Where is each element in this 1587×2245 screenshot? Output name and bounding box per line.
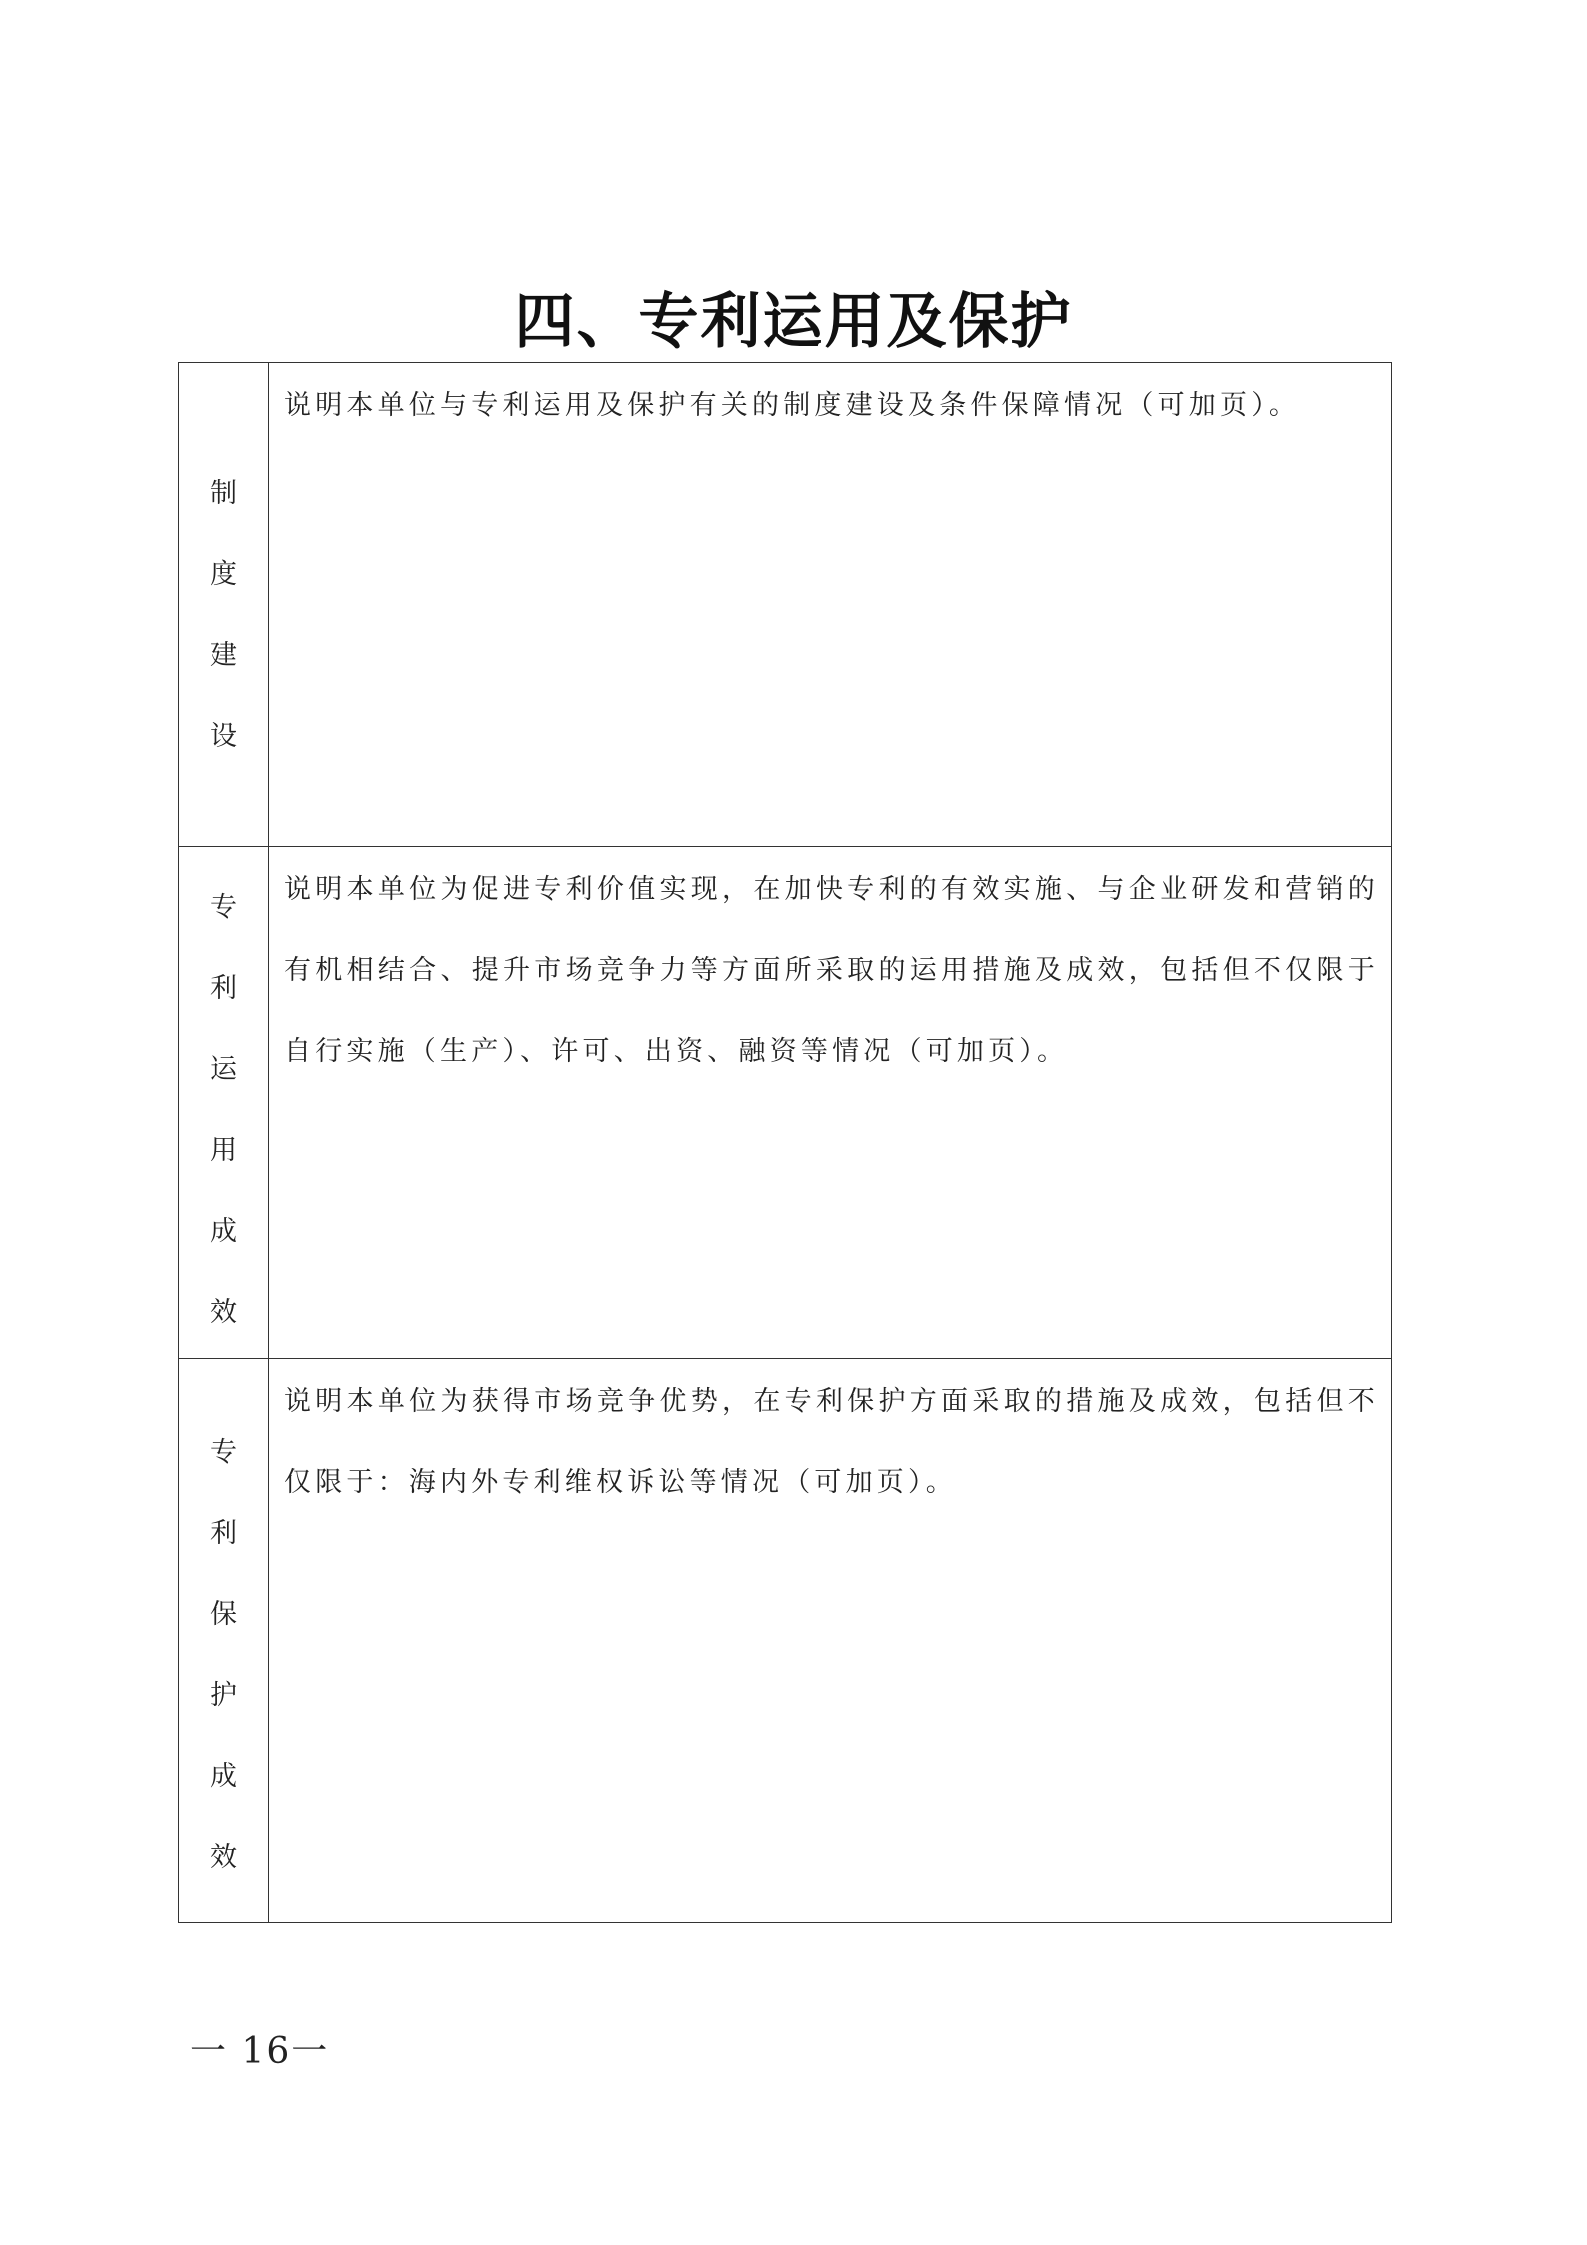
label-char: 用 [210,1135,237,1166]
label-char: 建 [210,640,237,671]
content-cell-patent-protection[interactable] [269,1359,1392,1923]
label-char: 度 [210,559,237,590]
page-number: 一 16一 [190,2031,330,2072]
label-char: 利 [210,973,237,1004]
page-title: 四、专利运用及保护 [514,287,1073,357]
label-char: 运 [210,1054,237,1085]
description-text: 说明本单位为获得市场竞争优势，在专利保护方面采取的措施及成效，包括但不仅限于：海内外专利维权诉讼等情况（可加页）。 [284,1386,1379,1498]
description-text: 说明本单位为促进专利价值实现，在加快专利的有效实施、与企业研发和营销的有机相结合、提升市场竞争力等方面所采取的运用措施及成效，包括但不仅限于自行实施（生产）、许可、出资、融资等情况（可加页）。 [284,874,1379,1067]
label-char: 制 [210,478,237,509]
table-row-patent-protection [179,1359,1392,1923]
label-char: 效 [210,1297,237,1328]
table-row-system-building [179,363,1392,847]
label-char: 成 [210,1216,237,1247]
label-char: 设 [210,721,237,752]
label-char: 效 [210,1842,237,1873]
row-label-patent-protection [179,1359,269,1923]
label-char: 护 [210,1680,237,1711]
label-char: 成 [210,1761,237,1792]
label-char: 利 [210,1518,237,1549]
content-cell-system-building[interactable] [269,363,1392,847]
label-char: 专 [210,1437,237,1468]
row-label-patent-utilization [179,847,269,1359]
content-cell-patent-utilization[interactable] [269,847,1392,1359]
label-char: 保 [210,1599,237,1630]
patent-form-table [178,362,1392,1923]
label-char: 专 [210,892,237,923]
description-text: 说明本单位与专利运用及保护有关的制度建设及条件保障情况（可加页）。 [284,390,1301,421]
row-label-system-building [179,363,269,847]
table-row-patent-utilization [179,847,1392,1359]
